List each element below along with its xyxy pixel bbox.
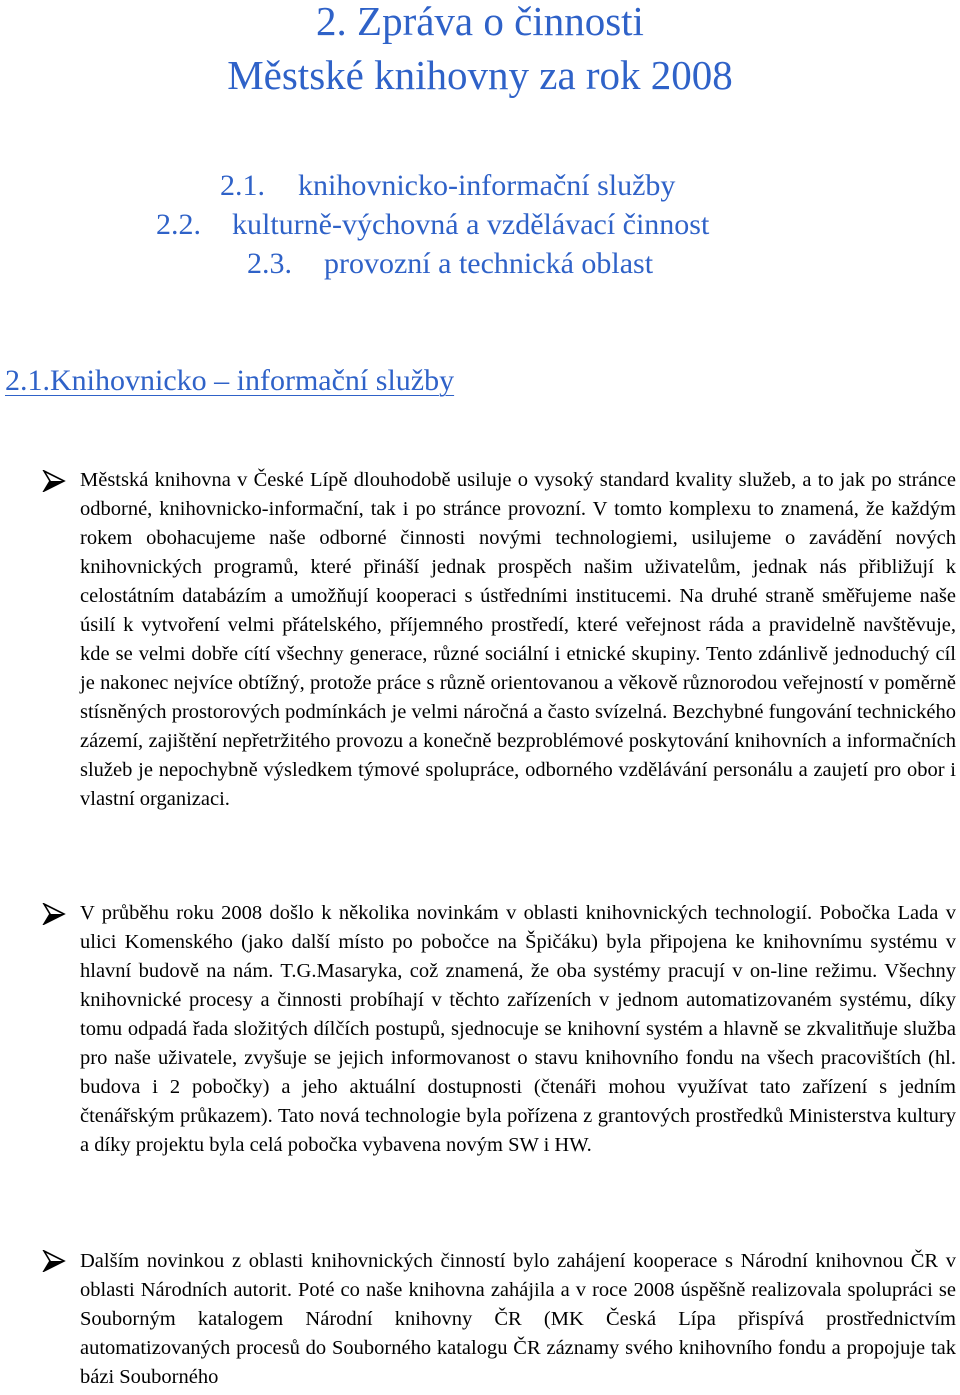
toc-item-2 [156,206,709,244]
toc-item-number: 2.3. [247,247,292,280]
arrowhead-bullet-icon [42,470,66,492]
arrowhead-bullet-icon [42,1250,66,1272]
document-title-line-2: Městské knihovny za rok 2008 [227,52,733,98]
document-title-line-1: 2. Zpráva o činnosti [316,0,644,44]
toc-item-label: provozní a technická oblast [324,247,654,280]
toc-item-number: 2.1. [220,169,265,202]
arrowhead-bullet-icon [42,903,66,925]
paragraph-1: Městská knihovna v České Lípě dlouhodobě usiluje o vysoký standard kvality služeb, a to jak po stránce odborné, knihovnicko-informační, tak i po stránce provozní. V tomto komplexu to znamená, že každým rokem obohacujeme naše odborné činnosti novými technologiemi, usilujeme o zavádění nových knihovnických programů, které přináší jednak prospěch našim uživatelům, jednak nás přibližují k celostátním databázím a umožňují kooperaci s ústředními institucemi. Na druhé straně směřujeme naše úsilí k vytvoření velmi přátelského, příjemného prostředí, které veřejnost ráda a pravidelně navštěvuje, kde se velmi dobře cítí všechny generace, různé sociální i etnické skupiny. Tento zdánlivě jednoduchý cíl je nakonec nejvíce obtížný, protože práce s různě orientovanou a věkově různorodou veřejností v poměrně stísněných prostorových podmínkách je velmi náročná a často svízelná. Bezchybné fungování technického zázemí, zajištění nepřetržitého provozu a konečně bezproblémové poskytování knihovních a informačních služeb je nepochybně výsledkem týmové spolupráce, odborného vzdělávání personálu a zaujetí pro obor i vlastní organizaci. [80,469,956,810]
section-heading: 2.1.Knihovnicko – informační služby [5,364,455,397]
toc-item-label: kulturně-výchovná a vzdělávací činnost [232,208,710,241]
toc-item-number: 2.2. [156,208,201,241]
toc-item-3 [247,245,653,283]
toc-item-1 [220,167,675,205]
paragraph-3: Dalším novinkou z oblasti knihovnických činností bylo zahájení kooperace s Národní knihovnou ČR v oblasti Národních autorit. Poté co naše knihovna zahájila a v roce 2008 úspěšně realizovala spolupráci se Souborným katalogem Národní knihovny ČR (MK Česká Lípa přispívá prostřednictvím automatizovaných procesů do Souborného katalogu ČR záznamy svého knihovního fondu a propojuje tak bázi Souborného [80,1250,956,1388]
paragraph-2: V průběhu roku 2008 došlo k několika novinkám v oblasti knihovnických technologií. Pobočka Lada v ulici Komenského (jako další místo po pobočce na Špičáku) byla připojena ke knihovnímu systému v hlavní budově na nám. T.G.Masaryka, což znamená, že oba systémy pracují v on-line režimu. Všechny knihovnické procesy a činnosti probíhají v těchto zařízeních v jednom automatizovaném systému, díky tomu odpadá řada složitých dílčích postupů, sjednocuje se knihovní systém a hlavně se zkvalitňuje služba pro naše uživatele, zvyšuje se jejich informovanost o stavu knihovního fondu na všech pracovištích (hl. budova i 2 pobočky) a jeho aktuální dostupnosti (čtenáři mohou využívat tato zařízení s jedním čtenářským průkazem). Tato nová technologie byla pořízena z grantových prostředků Ministerstva kultury a díky projektu byla celá pobočka vybavena novým SW i HW. [80,902,956,1156]
toc-item-label: knihovnicko-informační služby [298,169,676,202]
